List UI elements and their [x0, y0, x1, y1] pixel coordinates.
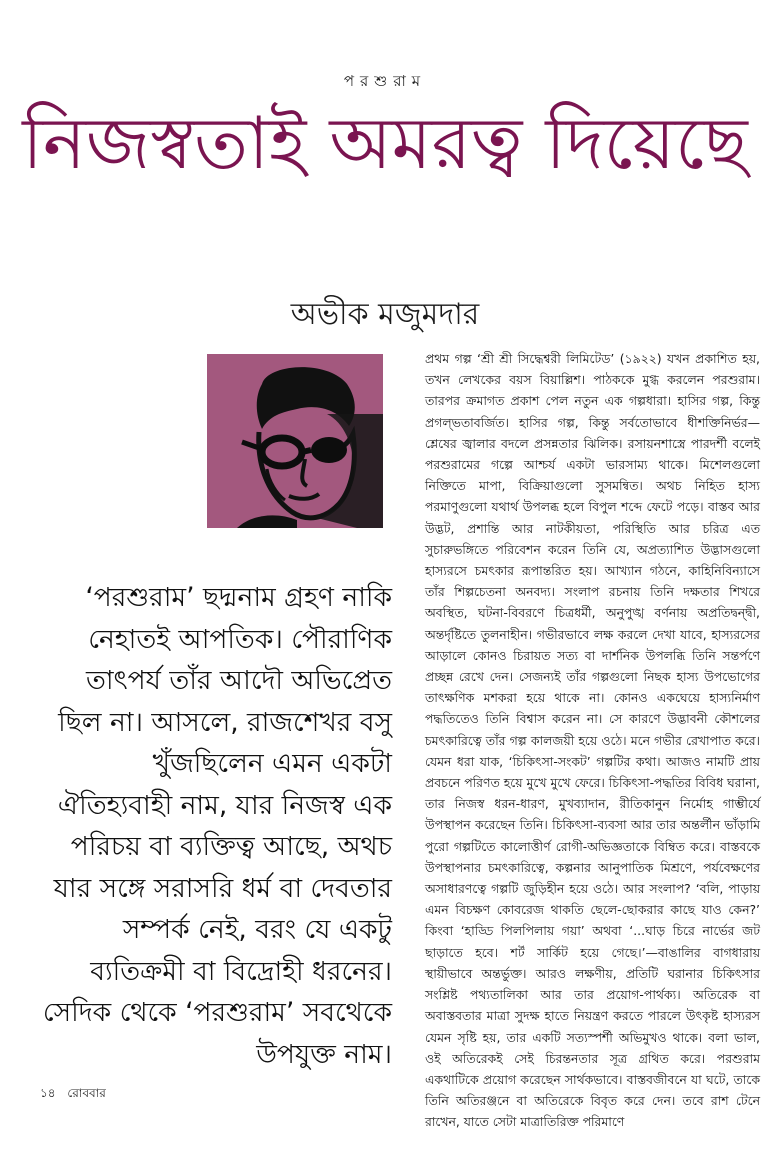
page-title: নিজস্বতাই অমরত্ব দিয়েছে — [22, 101, 748, 185]
kicker: পরশুরাম — [343, 72, 427, 90]
author-byline: অভীক মজুমদার — [290, 297, 480, 332]
page-footer — [40, 1085, 106, 1105]
pull-quote: ‘পরশুরাম’ ছদ্মনাম গ্রহণ নাকি নেহাতই আপতিক। পৌরাণিক তাৎপর্য তাঁর আদৌ অভিপ্রেত ছিল না। আসলে, রাজশেখর বসু খুঁজছিলেন এমন একটা ঐতিহ্যবাহী নাম, যার নিজস্ব এক পরিচয় বা ব্যক্তিত্ব আছে, অথচ যার সঙ্গে সরাসরি ধর্ম বা দেবতার সম্পর্ক নেই, বরং যে একটু ব্যতিক্রমী বা বিদ্রোহী ধরনের। সেদিক থেকে ‘পরশুরাম’ সবথেকে উপযুক্ত নাম। — [42, 582, 392, 1070]
publication-name: রোববার — [67, 1086, 106, 1100]
page-number: ১৪ — [40, 1086, 56, 1100]
author-portrait-icon — [207, 354, 383, 528]
article-body: প্রথম গল্প ‘শ্রী শ্রী সিদ্ধেশ্বরী লিমিটেড’ (১৯২২) যখন প্রকাশিত হয়, তখন লেখকের বয়স বিয়াল্লিশ। পাঠককে মুগ্ধ করলেন পরশুরাম। তারপর ক্রমাগত প্রকাশ পেল নতুন এক গল্পধারা। হাসির গল্প, কিন্তু প্রগল্‌ভতাবর্জিত। হাসির গল্প, কিন্তু সর্বতোভাবে ধীশক্তিনির্ভর—শ্লেষের জ্বালার বদলে প্রসন্নতার ঝিলিক। রসায়নশাস্ত্রে পারদর্শী বলেই পরশুরামের গল্পে আশ্চর্য একটা ভারসাম্য থাকে। মিশেলগুলো নিক্তিতে মাপা, বিক্রিয়াগুলো সুসমন্বিত। অথচ নিহিত হাস্য পরমাণুগুলো যথার্থ উপলব্ধ হলে বিপুল শব্দে ফেটে পড়ে। বাস্তব আর উদ্ভট, প্রশান্তি আর নাটকীয়তা, পরিস্থিতি আর চরিত্র এত সুচারুভঙ্গিতে পরিবেশন করেন তিনি যে, অপ্রত্যাশিত উদ্ভাসগুলো হাস্যরসে চমৎকার রূপান্তরিত হয়। আখ্যান গঠনে, কাহিনিবিন্যাসে তাঁর শিল্পচেতনা অনবদ্য। সংলাপ রচনায় তিনি দক্ষতার শিখরে অবস্থিত, ঘটনা-বিবরণে চিত্রধর্মী, অনুপুঙ্খ বর্ণনায় অপ্রতিদ্বন্দ্বী, অন্তর্দৃষ্টিতে তুলনাহীন। গভীরভাবে লক্ষ করলে দেখা যাবে, হাস্যরসের আড়ালে কোনও চিরায়ত সত্য বা দার্শনিক উপলব্ধি তিনি সন্তর্পণে প্রচ্ছন্ন রেখে দেন। সেজন্যই তাঁর গল্পগুলো নিছক হাস্য উপভোগের তাৎক্ষণিক মশকরা হয়ে থাকে না। কোনও একঘেয়ে হাস্যনির্মাণ পদ্ধতিতেও তিনি বিশ্বাস করেন না। সে কারণে উদ্ভাবনী কৌশলের চমৎকারিত্বে তাঁর গল্প কালজয়ী হয়ে ওঠে। মনে গভীর রেখাপাত করে। যেমন ধরা যাক, ‘চিকিৎসা-সংকট’ গল্পটির কথা। আজও নামটি প্রায় প্রবচনে পরিণত হয়ে মুখে মুখে ফেরে। চিকিৎসা-পদ্ধতির বিবিধ ঘরানা, তার নিজস্ব ধরন-ধারণ, মুখব্যাদান, রীতিকানুন নির্মোহ গাম্ভীর্যে উপস্থাপন করেছেন তিনি। চিকিৎসা-ব্যবসা আর তার অন্তর্লীন ভাঁড়ামি পুরো গল্পটিতে কালোত্তীর্ণ রোগী-অভিজ্ঞতাকে বিম্বিত করে। বাস্তবকে উপস্থাপনার চমৎকারিত্বে, কল্পনার আনুপাতিক মিশ্রণে, পর্যবেক্ষণের অসাধারণত্বে গল্পটি জুড়িহীন হয়ে ওঠে। আর সংলাপ? ‘বলি, পাড়ায় এমন বিচক্ষণ কোবরেজ থাকতি ছেলে-ছোকরার কাছে যাও কেন?’ কিংবা ‘হাড্ডি পিলপিলায় গয়া’ অথবা ‘...ঘাড় চিরে নার্ভের জট ছাড়াতে হবে। শর্ট সার্কিট হয়ে গেছে।’—বাঙালির বাগধারায় স্থায়ীভাবে অন্তর্ভুক্ত। আরও লক্ষণীয়, প্রতিটি ঘরানার চিকিৎসার সংশ্লিষ্ট পথ্যতালিকা আর তার প্রয়োগ-পার্থক্য। অতিরেক বা অবাস্তবতার মাত্রা সুদক্ষ হাতে নিয়ন্ত্রণ করতে পারলে উৎকৃষ্ট হাস্যরস যেমন সৃষ্টি হয়, তার একটি সত্যস্পর্শী অভিমুখও থাকে। বলা ভাল, ওই অতিরেকই সেই চিরন্তনতার সূত্র গ্রথিত করে। পরশুরাম একথাটিকে প্রয়োগ করেছেন সার্থকভাবে। বাস্তবজীবনে যা ঘটে, তাকে তিনি অতিরঞ্জনে বা অতিরেকে বিবৃত করে দেন। তবে রাশ টেনে রাখেন, যাতে সেটা মাত্রাতিরিক্ত পরিমাণে — [425, 351, 760, 1130]
author-portrait — [207, 354, 383, 528]
